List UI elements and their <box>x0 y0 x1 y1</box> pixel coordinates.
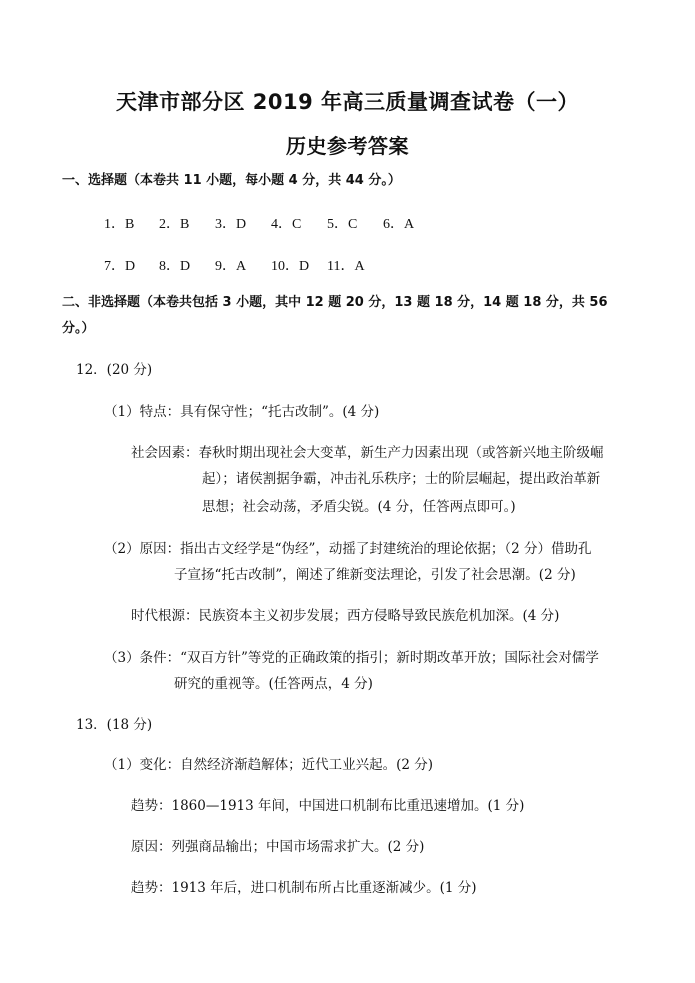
q12-label: 12．(20 分) <box>76 362 153 378</box>
answer-item: 4．C <box>271 217 302 232</box>
answer-item: 8．D <box>159 259 191 274</box>
answer-item: 1．B <box>104 217 135 232</box>
q12-part3-line1: （3）条件：“双百方针”等党的正确政策的指引；新时期改革开放；国际社会对儒学 <box>104 650 599 666</box>
q12-social-factors-line1: 社会因素：春秋时期出现社会大变革，新生产力因素出现（或答新兴地主阶级崛 <box>131 445 604 461</box>
q13-trend2: 趋势：1913 年后，进口机制布所占比重逐渐减少。(1 分) <box>131 880 477 896</box>
section2-heading-line2: 分。） <box>62 321 95 336</box>
q12-social-factors-line3: 思想；社会动荡，矛盾尖锐。(4 分，任答两点即可。) <box>202 499 516 515</box>
section2-heading-line1: 二、非选择题（本卷共包括 3 小题，其中 12 题 20 分，13 题 18 分，14 题 18 分，共 56 <box>62 295 608 310</box>
q12-part2-line1: （2）原因：指出古文经学是“伪经”，动摇了封建统治的理论依据；（2 分）借助孔 <box>104 541 592 557</box>
q12-part3-line2: 研究的重视等。(任答两点，4 分) <box>174 676 373 692</box>
q12-part2-line2: 子宣扬“托古改制”，阐述了维新变法理论，引发了社会思潮。(2 分) <box>174 567 576 583</box>
q13-trend1: 趋势：1860—1913 年间，中国进口机制布比重迅速增加。(1 分) <box>131 798 525 814</box>
page-subtitle: 历史参考答案 <box>286 134 409 158</box>
answer-item: 11．A <box>327 259 365 274</box>
page-title: 天津市部分区 2019 年高三质量调查试卷（一） <box>115 90 580 114</box>
q13-part1: （1）变化：自然经济渐趋解体；近代工业兴起。(2 分) <box>104 757 434 773</box>
answer-item: 5．C <box>327 217 358 232</box>
q12-social-factors-line2: 起）；诸侯割据争霸，冲击礼乐秩序；士的阶层崛起，提出政治革新 <box>202 471 601 487</box>
answer-item: 2．B <box>159 217 190 232</box>
q12-part1: （1）特点：具有保守性；“托古改制”。(4 分) <box>104 404 380 420</box>
q13-reason: 原因：列强商品输出；中国市场需求扩大。(2 分) <box>131 839 425 855</box>
answer-item: 10．D <box>271 259 310 274</box>
answer-item: 3．D <box>215 217 247 232</box>
section1-heading: 一、选择题（本卷共 11 小题，每小题 4 分，共 44 分。） <box>62 173 401 188</box>
q12-era-roots: 时代根源：民族资本主义初步发展；西方侵略导致民族危机加深。(4 分) <box>131 608 560 624</box>
answer-item: 6．A <box>383 217 415 232</box>
q13-label: 13．(18 分) <box>76 717 153 733</box>
answer-item: 9．A <box>215 259 247 274</box>
answer-item: 7．D <box>104 259 136 274</box>
